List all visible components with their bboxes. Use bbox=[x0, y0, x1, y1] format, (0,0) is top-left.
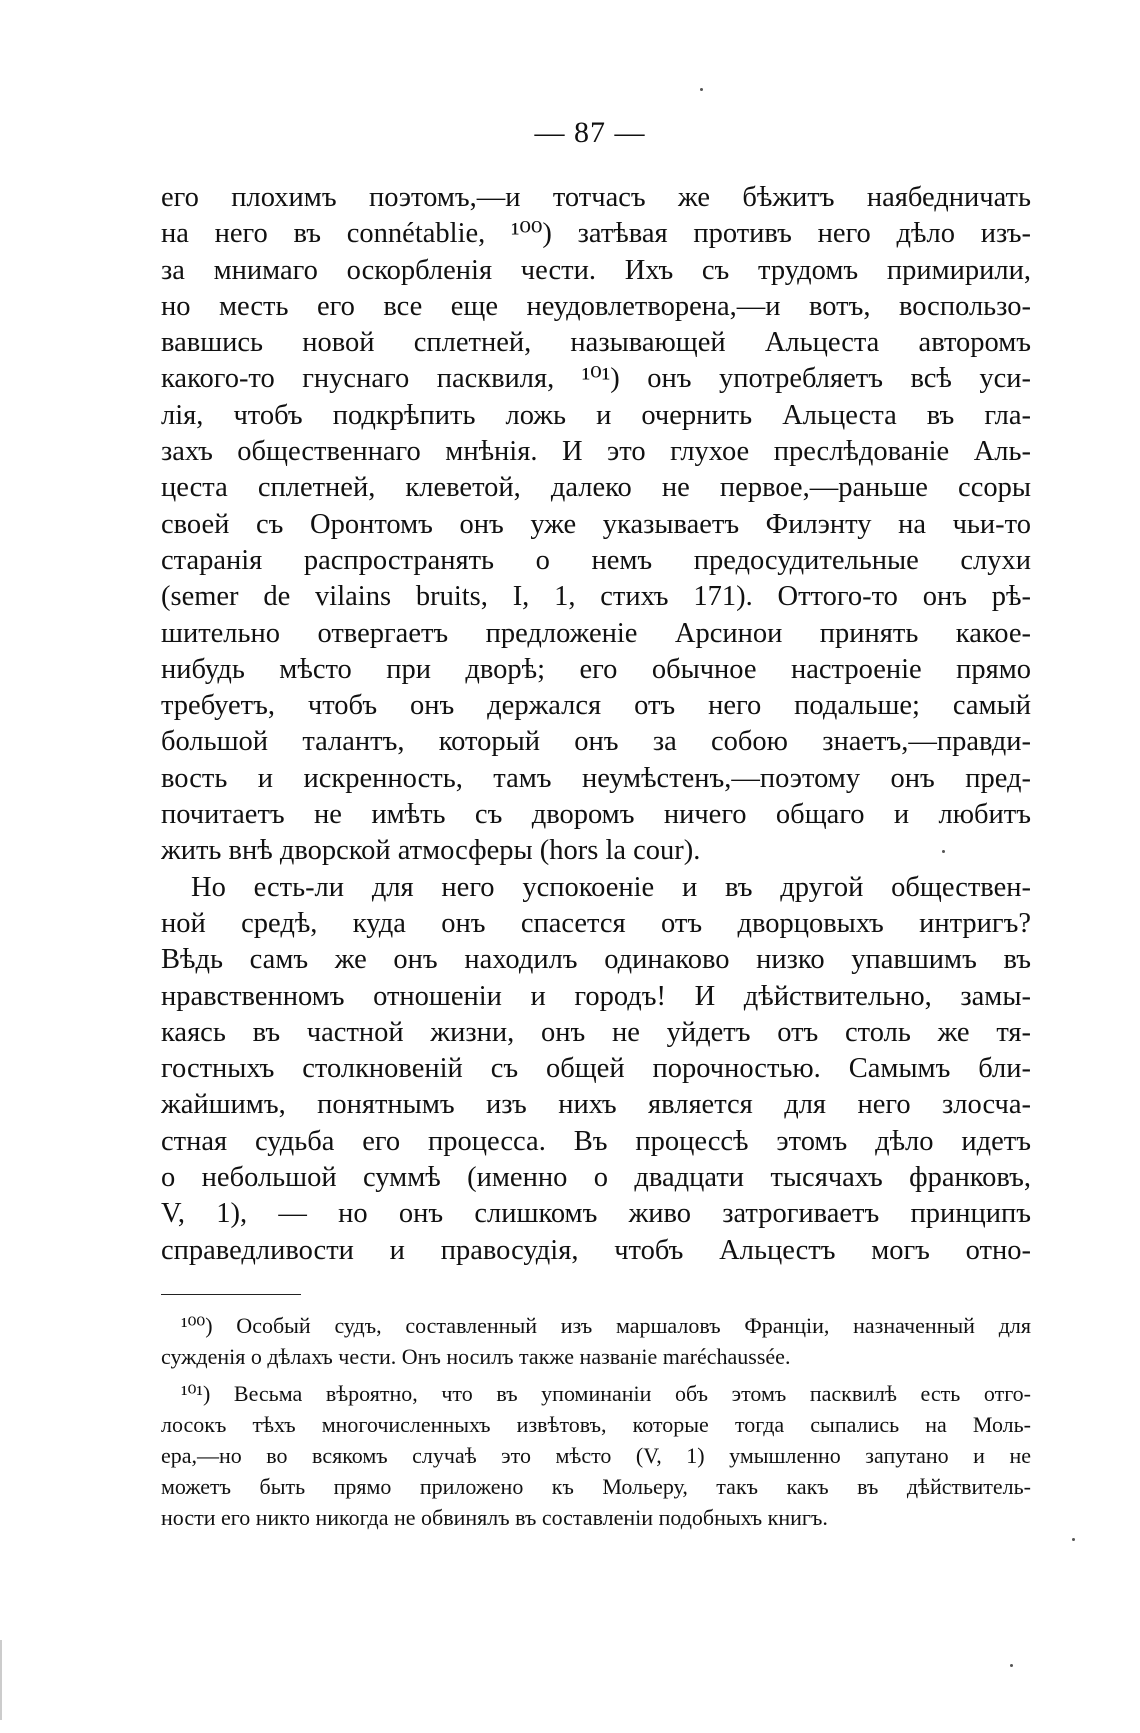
text-line: гостныхъ столкновеній съ общей порочностью. Самымъ бли- bbox=[161, 1053, 1031, 1085]
footnote-line: ности его никто никогда не обвинялъ въ составленіи подобныхъ книгъ. bbox=[161, 1505, 828, 1530]
text-line: жайшимъ, понятнымъ изъ нихъ является для него злосча- bbox=[161, 1089, 1031, 1121]
text-line: его плохимъ поэтомъ,—и тотчасъ же бѣжитъ наябедничать bbox=[161, 182, 1031, 213]
text-line: за мнимаго оскорбленія чести. Ихъ съ трудомъ примирили, bbox=[161, 254, 1031, 286]
text-line: о небольшой суммѣ (именно о двадцати тысячахъ франковъ, bbox=[161, 1162, 1031, 1194]
page-edge-mark bbox=[0, 1640, 2, 1720]
footnote-line: лосокъ тѣхъ многочисленныхъ извѣтовъ, которые тогда сыпались на Моль- bbox=[161, 1412, 1031, 1437]
footnote-line: ера,—но во всякомъ случаѣ это мѣсто (V, 1) умышленно запутано и не bbox=[161, 1443, 1031, 1468]
text-line: лія, чтобъ подкрѣпить ложь и очернить Альцеста въ гла- bbox=[161, 399, 1031, 431]
footnote-100 bbox=[161, 1310, 1031, 1372]
text-line: своей съ Оронтомъ онъ уже указываетъ Филэнту на чьи-то bbox=[161, 508, 1031, 540]
text-line: (semer de vilains bruits, I, 1, стихъ 171). Оттого-то онъ рѣ- bbox=[161, 581, 1031, 613]
text-line: почитаетъ не имѣть съ дворомъ ничего общаго и любитъ bbox=[161, 799, 1031, 831]
footnote-line: сужденія о дѣлахъ чести. Онъ носилъ также названіе maréchaussée. bbox=[161, 1344, 791, 1369]
text-line: цеста сплетней, клеветой, далеко не первое,—раньше ссоры bbox=[161, 472, 1031, 504]
text-line: шительно отвергаетъ предложеніе Арсинои принять какое- bbox=[161, 617, 1031, 649]
text-line: захъ общественнаго мнѣнія. И это глухое преслѣдованіе Аль- bbox=[161, 436, 1031, 468]
text-line: требуетъ, чтобъ онъ держался отъ него подальше; самый bbox=[161, 690, 1031, 722]
text-line: справедливости и правосудія, чтобъ Альцестъ могъ отно- bbox=[161, 1234, 1031, 1266]
text-line: нравственномъ отношеніи и городъ! И дѣйствительно, замы- bbox=[161, 980, 1031, 1012]
print-speck bbox=[942, 850, 945, 853]
footnote-101 bbox=[161, 1378, 1031, 1533]
text-line: каясь въ частной жизни, онъ не уйдетъ отъ столь же тя- bbox=[161, 1016, 1031, 1048]
text-line: какого-то гнуснаго пасквиля, ¹⁰¹) онъ употребляетъ всѣ уси- bbox=[161, 363, 1031, 395]
text-line: V, 1), — но онъ слишкомъ живо затрогиваетъ принципъ bbox=[161, 1198, 1031, 1230]
print-speck bbox=[1010, 1664, 1013, 1667]
text-line: на него въ connétablie, ¹⁰⁰) затѣвая противъ него дѣло изъ- bbox=[161, 218, 1031, 250]
text-line: вавшись новой сплетней, называющей Альцеста авторомъ bbox=[161, 327, 1031, 359]
text-line: но месть его все еще неудовлетворена,—и вотъ, воспользо- bbox=[161, 290, 1031, 322]
main-text bbox=[161, 180, 1031, 1269]
text-line: нибудь мѣсто при дворѣ; его обычное настроеніе прямо bbox=[161, 653, 1031, 685]
footnote-line: ¹⁰¹) Весьма вѣроятно, что въ упоминаніи объ этомъ пасквилѣ есть отго- bbox=[181, 1381, 1031, 1406]
text-line: ной средѣ, куда онъ спасется отъ дворцовыхъ интригъ? bbox=[161, 907, 1031, 939]
text-line: Вѣдь самъ же онъ находилъ одинаково низко упавшимъ въ bbox=[161, 944, 1031, 976]
text-line: вость и искренность, тамъ неумѣстенъ,—поэтому онъ пред- bbox=[161, 762, 1031, 794]
text-line: большой талантъ, который онъ за собою знаетъ,—правди- bbox=[161, 726, 1031, 758]
print-speck bbox=[1072, 1538, 1075, 1541]
text-line: жить внѣ дворской атмосферы (hors la cour). bbox=[161, 835, 701, 867]
page-number: — 87 — bbox=[534, 116, 646, 149]
text-line: старанія распространять о немъ предосудительные слухи bbox=[161, 544, 1031, 576]
footnote-line: ¹⁰⁰) Особый судъ, составленный изъ маршаловъ Франціи, назначенный для bbox=[181, 1313, 1031, 1338]
footnote-divider bbox=[161, 1294, 301, 1295]
paragraph-start-line: Но есть-ли для него успокоеніе и въ другой обществен- bbox=[191, 871, 1031, 903]
text-line: стная судьба его процесса. Въ процессѣ этомъ дѣло идетъ bbox=[161, 1125, 1031, 1157]
footnotes bbox=[161, 1310, 1031, 1533]
print-speck bbox=[700, 88, 703, 91]
footnote-line: можетъ быть прямо приложено къ Мольеру, такъ какъ въ дѣйствитель- bbox=[161, 1474, 1031, 1499]
